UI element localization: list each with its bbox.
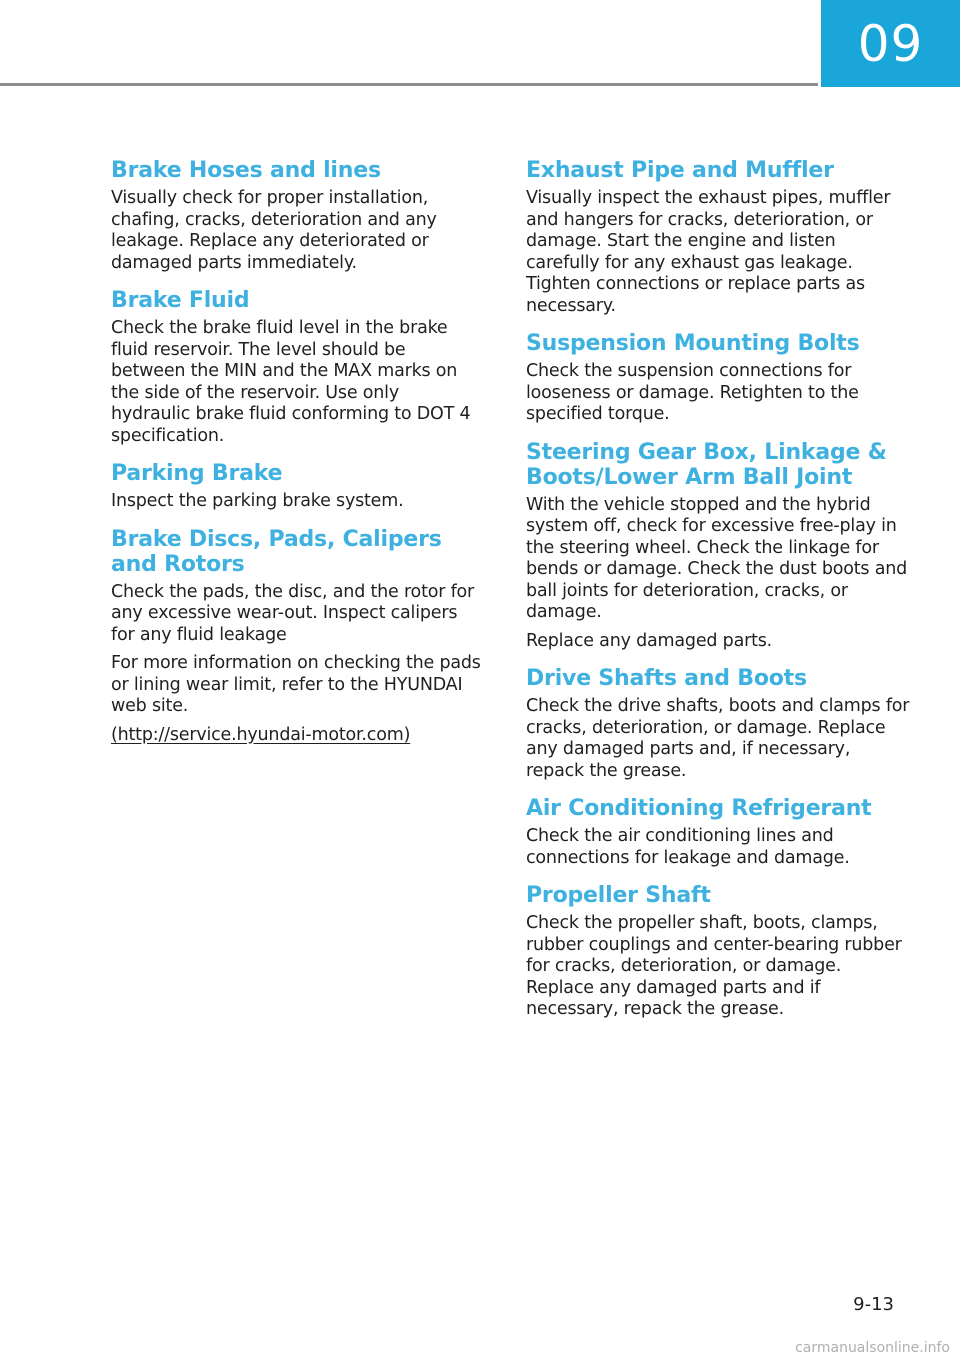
section-paragraph: Visually inspect the exhaust pipes, muffler and hangers for cracks, deterioration, or damage. Start the engine and listen carefully for any exhaust gas leakage. Tighten connections or replace parts as necessary. [526,188,891,316]
header-rule [0,83,818,86]
section-paragraph: Inspect the parking brake system. [111,491,404,511]
left-column [111,158,481,760]
section-paragraph: Visually check for proper installation, chafing, cracks, deterioration and any leakage. Replace any deteriorated or damaged parts immediately. [111,188,437,273]
chapter-number: 09 [857,14,924,73]
section-paragraph: Check the pads, the disc, and the rotor for any excessive wear-out. Inspect calipers for any fluid leakage [111,581,475,645]
section-title: Steering Gear Box, Linkage & Boots/Lower Arm Ball Joint [526,439,887,490]
section-drive-shafts [526,666,910,782]
section-paragraph: Check the drive shafts, boots and clamps for cracks, deterioration, or damage. Replace any damaged parts and, if necessary, repack the grease. [526,696,910,781]
section-air-conditioning [526,796,910,869]
section-title: Drive Shafts and Boots [526,666,807,691]
chapter-tab [821,0,960,87]
section-paragraph: Check the suspension connections for looseness or damage. Retighten to the specified torque. [526,361,859,424]
section-parking-brake [111,461,481,513]
section-title: Suspension Mounting Bolts [526,331,860,356]
section-title: Parking Brake [111,461,283,486]
section-paragraph: Check the propeller shaft, boots, clamps, rubber couplings and center-bearing rubber for cracks, deterioration, or damage. Replace any damaged parts and if necessary, repack the grease. [526,913,902,1019]
section-title: Propeller Shaft [526,883,711,908]
hyundai-service-link[interactable]: (http://service.hyundai-motor.com) [111,724,411,745]
section-steering-gear [526,440,910,653]
section-exhaust-pipe [526,158,910,317]
watermark: carmanualsonline.info [795,1340,950,1356]
section-propeller-shaft [526,883,910,1021]
page-number: 9-13 [853,1294,894,1315]
section-paragraph: With the vehicle stopped and the hybrid system off, check for excessive free-play in the steering wheel. Check the linkage for bends or damage. Check the dust boots and ball joints for deterioration, cracks, or damage. [526,494,908,622]
section-paragraph: For more information on checking the pads or lining wear limit, refer to the HYUNDAI web site. [111,653,481,716]
section-brake-fluid [111,288,481,447]
section-brake-discs [111,527,481,747]
section-paragraph: Check the brake fluid level in the brake fluid reservoir. The level should be between the MIN and the MAX marks on the side of the reservoir. Use only hydraulic brake fluid conforming to DOT 4 specification. [111,318,471,446]
section-brake-hoses [111,158,481,274]
section-suspension-bolts [526,331,910,426]
section-title: Exhaust Pipe and Muffler [526,158,834,183]
section-title: Brake Discs, Pads, Calipers and Rotors [111,526,442,577]
section-title: Brake Fluid [111,288,250,313]
section-paragraph: Replace any damaged parts. [526,630,773,651]
section-paragraph: Check the air conditioning lines and connections for leakage and damage. [526,826,850,868]
section-title: Brake Hoses and lines [111,158,381,183]
right-column [526,158,910,1035]
section-title: Air Conditioning Refrigerant [526,796,872,821]
